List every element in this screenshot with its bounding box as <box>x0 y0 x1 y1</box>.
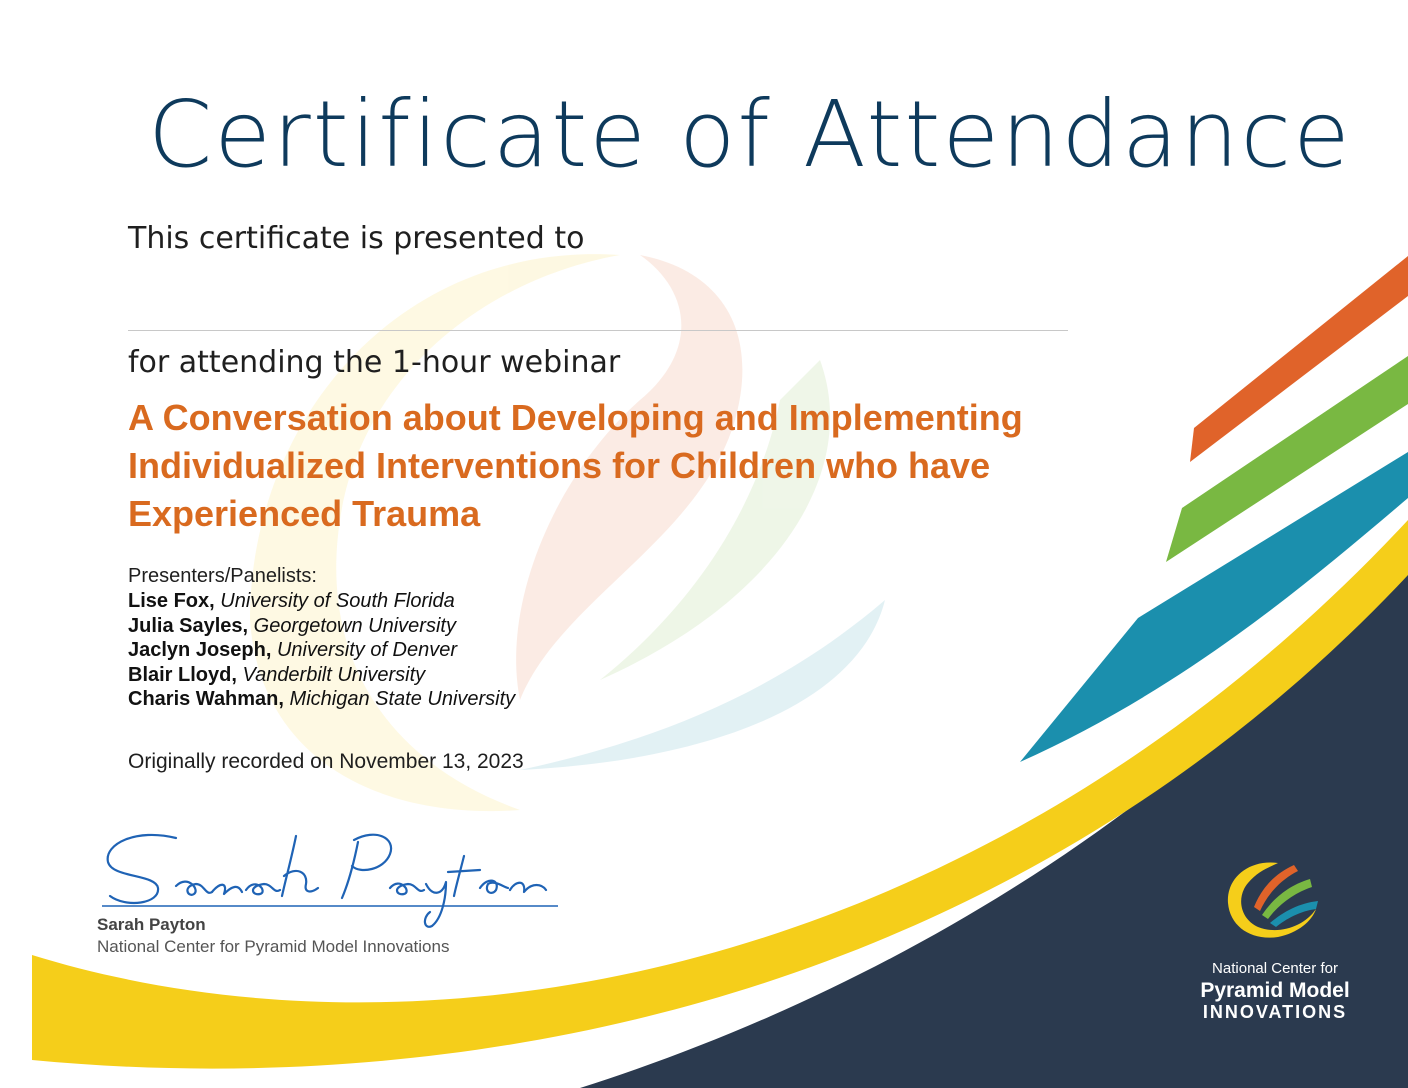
presenter-name: Julia Sayles, <box>128 614 249 637</box>
webinar-title-line: Individualized Interventions for Children who have <box>128 445 991 486</box>
logo-line-2: Pyramid Model <box>1200 979 1350 1002</box>
presenter-affiliation: University of Denver <box>276 639 458 661</box>
signer-name: Sarah Payton <box>97 915 206 934</box>
attending-text: for attending the 1-hour webinar <box>128 345 621 380</box>
presenter-item <box>128 663 515 688</box>
presenter-item <box>128 589 515 614</box>
logo-line-3: INNOVATIONS <box>1202 1002 1348 1022</box>
presenter-affiliation: Vanderbilt University <box>242 663 426 686</box>
presenter-item <box>128 638 515 663</box>
webinar-title-line: Experienced Trauma <box>128 493 481 534</box>
presenter-affiliation: Georgetown University <box>253 614 456 637</box>
recorded-date-text: Originally recorded on November 13, 2023 <box>128 750 524 773</box>
presented-to-text: This certificate is presented to <box>128 221 585 256</box>
presenters-list <box>128 589 515 712</box>
organization-logo <box>1180 855 1370 1025</box>
presenter-name: Blair Lloyd, <box>128 663 237 686</box>
webinar-title-line: A Conversation about Developing and Implementing <box>128 397 1023 438</box>
presenter-name: Jaclyn Joseph, <box>128 639 272 661</box>
presenter-name: Lise Fox, <box>128 590 215 612</box>
presenter-item <box>128 614 515 639</box>
pyramid-model-logo-icon <box>1218 857 1318 947</box>
presenter-affiliation: University of South Florida <box>220 590 455 612</box>
presenters-label: Presenters/Panelists: <box>128 565 317 587</box>
recipient-name-line <box>128 330 1068 331</box>
certificate-title: Certificate of Attendance <box>148 81 1352 188</box>
signer-organization: National Center for Pyramid Model Innovations <box>97 937 450 956</box>
webinar-title <box>128 394 1168 538</box>
presenter-name: Charis Wahman, <box>128 688 284 710</box>
presenter-affiliation: Michigan State University <box>289 688 516 710</box>
presenter-item <box>128 687 515 712</box>
logo-line-1: National Center for <box>1212 960 1338 977</box>
